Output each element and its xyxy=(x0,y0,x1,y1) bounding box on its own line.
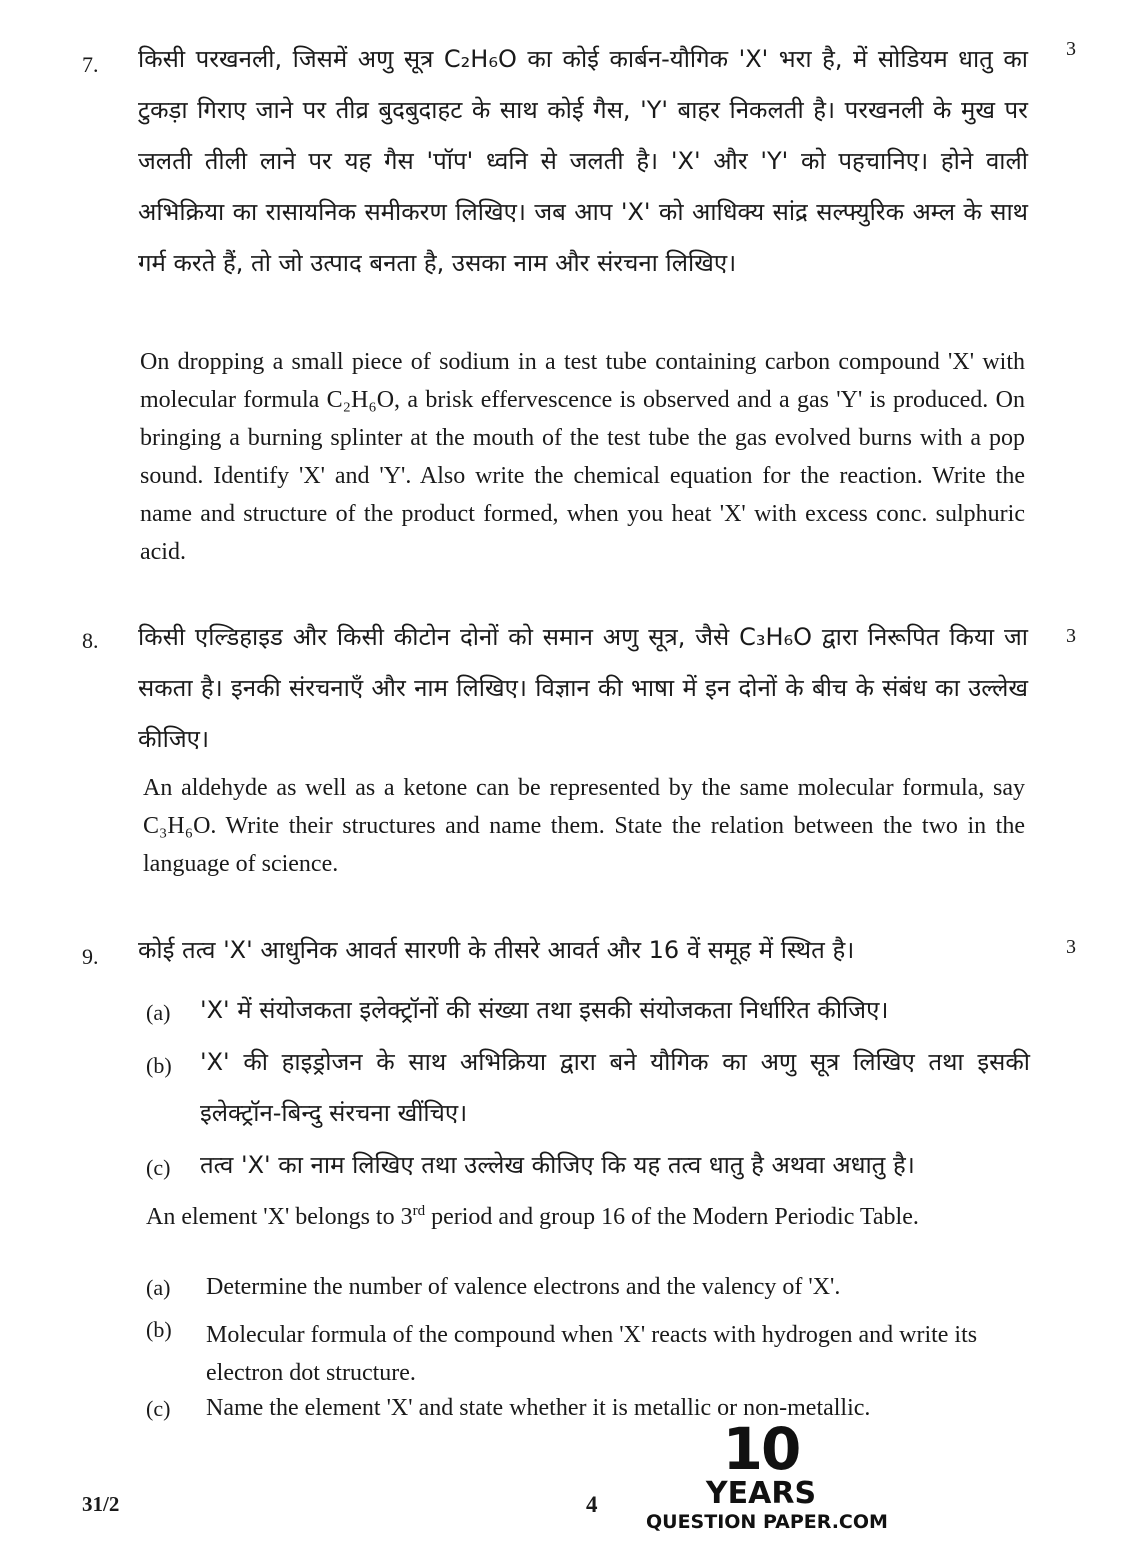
part-label: (a) xyxy=(146,1000,171,1025)
question-marks: 3 xyxy=(1066,936,1076,958)
part-c-english: Name the element 'X' and state whether it is metallic or non-metallic. xyxy=(206,1395,871,1421)
part-label: (b) xyxy=(146,1317,172,1342)
question-number: 7. xyxy=(82,52,99,77)
question-text-english: On dropping a small piece of sodium in a test tube containing carbon compound 'X' with molecular formula C₂H₆O, a brisk effervescence is observed and a gas 'Y' is produced. On bringing a burning splinter at the mouth of the test tube the gas evolved burns with a pop sound. Identify 'X' and 'Y'. Also write the chemical equation for the reaction. Write the name and structure of the product formed, when you heat 'X' with excess conc. sulphuric acid. xyxy=(140,349,1025,565)
logo-years: YEARS xyxy=(705,1476,817,1511)
part-label: (b) xyxy=(146,1053,172,1078)
part-label: (c) xyxy=(146,1155,171,1180)
question-number: 9. xyxy=(82,944,99,969)
question-marks: 3 xyxy=(1066,38,1076,60)
question-text-english: An aldehyde as well as a ketone can be represented by the same molecular formula, say C₃H₆O. Write their structures and name them. State the relation between the two in the language of science. xyxy=(143,775,1025,877)
part-b-hindi: 'X' की हाइड्रोजन के साथ अभिक्रिया द्वारा बने यौगिक का अणु सूत्र लिखिए तथा इसकी इलेक्ट्रॉन-बिन्दु संरचना खींचिए। xyxy=(200,1048,1030,1127)
question-text-english: An element 'X' belongs to 3rd period and group 16 of the Modern Periodic Table. xyxy=(146,1203,919,1230)
logo-number: 10 xyxy=(722,1415,800,1483)
question-number: 8. xyxy=(82,628,99,653)
paper-code: 31/2 xyxy=(82,1492,120,1516)
site-logo xyxy=(646,1415,888,1540)
part-b-english: Molecular formula of the compound when 'X' reacts with hydrogen and write its electron dot structure. xyxy=(206,1322,978,1386)
part-a-hindi: 'X' में संयोजकता इलेक्ट्रॉनों की संख्या तथा इसकी संयोजकता निर्धारित कीजिए। xyxy=(200,996,889,1024)
question-marks: 3 xyxy=(1066,625,1076,647)
question-text-hindi: किसी परखनली, जिसमें अणु सूत्र C₂H₆O का कोई कार्बन-यौगिक 'X' भरा है, में सोडियम धातु का टुकड़ा गिराए जाने पर तीव्र बुदबुदाहट के साथ कोई गैस, 'Y' बाहर निकलती है। परखनली के मुख पर जलती तीली लाने पर यह गैस 'पॉप' ध्वनि से जलती है। 'X' और 'Y' को पहचानिए। होने वाली अभिक्रिया का रासायनिक समीकरण लिखिए। जब आप 'X' को आधिक्य सांद्र सल्फ्युरिक अम्ल के साथ गर्म करते हैं, तो जो उत्पाद बनता है, उसका नाम और संरचना लिखिए। xyxy=(138,45,1028,277)
part-label: (c) xyxy=(146,1396,171,1421)
part-label: (a) xyxy=(146,1275,171,1300)
question-text-hindi: कोई तत्व 'X' आधुनिक आवर्त सारणी के तीसरे आवर्त और 16 वें समूह में स्थित है। xyxy=(138,936,855,964)
logo-site-name: QUESTION PAPER.COM xyxy=(646,1511,888,1533)
part-a-english: Determine the number of valence electrons and the valency of 'X'. xyxy=(206,1274,841,1300)
question-text-hindi: किसी एल्डिहाइड और किसी कीटोन दोनों को समान अणु सूत्र, जैसे C₃H₆O द्वारा निरूपित किया जा सकता है। इनकी संरचनाएँ और नाम लिखिए। विज्ञान की भाषा में इन दोनों के बीच के संबंध का उल्लेख कीजिए। xyxy=(138,623,1028,753)
part-c-hindi: तत्व 'X' का नाम लिखिए तथा उल्लेख कीजिए कि यह तत्व धातु है अथवा अधातु है। xyxy=(200,1151,915,1179)
page-number: 4 xyxy=(586,1492,598,1517)
